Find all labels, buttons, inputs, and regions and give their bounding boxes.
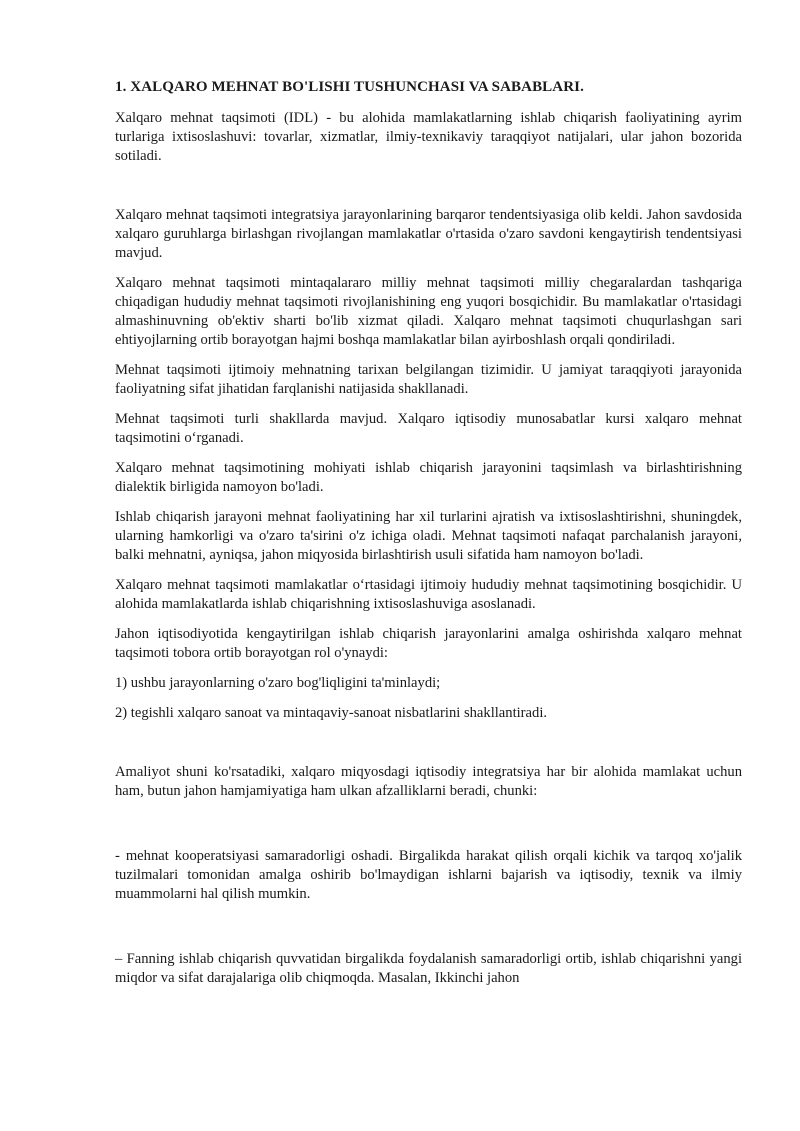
- paragraph-world-economy: Jahon iqtisodiyotida kengaytirilgan ishlab chiqarish jarayonlarini amalga oshirishda xalqaro mehnat taqsimoti tobora ortib borayotgan rol o'ynaydi:: [115, 626, 742, 661]
- paragraph-cooperation: - mehnat kooperatsiyasi samaradorligi oshadi. Birgalikda harakat qilish orqali kichik va tarqoq xo'jalik tuzilmalari tomonidan amalga oshirib bo'lmaydigan ishlarni bajarish va iqtisodiy, texnik va ilmiy muammolarni hal qilish mumkin.: [115, 848, 742, 902]
- list-item-2: 2) tegishli xalqaro sanoat va mintaqaviy-sanoat nisbatlarini shakllantiradi.: [115, 705, 548, 721]
- paragraph-stage: Xalqaro mehnat taqsimoti mamlakatlar o‘rtasidagi ijtimoiy hududiy mehnat taqsimotining bosqichidir. U alohida mamlakatlarda ishlab chiqarishning ixtisoslashuviga asoslanadi.: [115, 577, 742, 612]
- section-heading: 1. XALQARO MEHNAT BO'LISHI TUSHUNCHASI VA SABABLARI.: [115, 79, 584, 95]
- paragraph-definition: Xalqaro mehnat taqsimoti (IDL) - bu alohida mamlakatlarning ishlab chiqarish faoliyatining ayrim turlariga ixtisoslashuvi: tovarlar, xizmatlar, ilmiy-texnikaviy taraqqiyot natijalari, ular jahon bozorida sotiladi.: [115, 110, 742, 164]
- paragraph-science: – Fanning ishlab chiqarish quvvatidan birgalikda foydalanish samaradorligi ortib, ishlab chiqarishni yangi miqdor va sifat darajalariga olib chiqmoqda. Masalan, Ikkinchi jahon: [115, 951, 742, 986]
- paragraph-forms: Mehnat taqsimoti turli shakllarda mavjud. Xalqaro iqtisodiy munosabatlar kursi xalqaro mehnat taqsimotini o‘rganadi.: [115, 411, 742, 446]
- list-item-1: 1) ushbu jarayonlarning o'zaro bog'liqligini ta'minlaydi;: [115, 675, 441, 691]
- paragraph-practice: Amaliyot shuni ko'rsatadiki, xalqaro miqyosdagi iqtisodiy integratsiya har bir alohida mamlakat uchun ham, butun jahon hamjamiyatiga ham ulkan afzalliklarni beradi, chunki:: [115, 764, 742, 799]
- paragraph-production-process: Ishlab chiqarish jarayoni mehnat faoliyatining har xil turlarini ajratish va ixtisoslashtirishni, shuningdek, ularning hamkorligi va o'zaro ta'sirini o'z ichiga oladi. Mehnat taqsimoti nafaqat parchalanish jarayoni, balki mehnatni, ayniqsa, jahon miqyosida birlashtirish usuli sifatida ham namoyon bo'ladi.: [115, 509, 742, 563]
- paragraph-integration: Xalqaro mehnat taqsimoti integratsiya jarayonlarining barqaror tendentsiyasiga olib keldi. Jahon savdosida xalqaro guruhlarga birlashgan rivojlangan mamlakatlar o'rtasida o'zaro savdoni kengaytirish tendentsiyasi mavjud.: [115, 207, 742, 261]
- document-page: [115, 78, 742, 999]
- paragraph-social-labor: Mehnat taqsimoti ijtimoiy mehnatning tarixan belgilangan tizimidir. U jamiyat taraqqiyoti jarayonida faoliyatning sifat jihatidan farqlanishi natijasida shakllanadi.: [115, 362, 742, 397]
- paragraph-interregional: Xalqaro mehnat taqsimoti mintaqalararo milliy mehnat taqsimoti milliy chegaralardan tashqariga chiqadigan hududiy mehnat taqsimoti rivojlanishining eng yuqori bosqichidir. Bu mamlakatlar o'rtasidagi almashinuvning ob'ektiv sharti bo'lib xizmat qiladi. Xalqaro mehnat taqsimoti chuqurlashgan sari ehtiyojlarning ortib borayotgan hajmi boshqa mamlakatlar bilan ayirboshlash orqali qondiriladi.: [115, 275, 742, 348]
- paragraph-essence: Xalqaro mehnat taqsimotining mohiyati ishlab chiqarish jarayonini taqsimlash va birlashtirishning dialektik birligida namoyon bo'ladi.: [115, 460, 742, 495]
